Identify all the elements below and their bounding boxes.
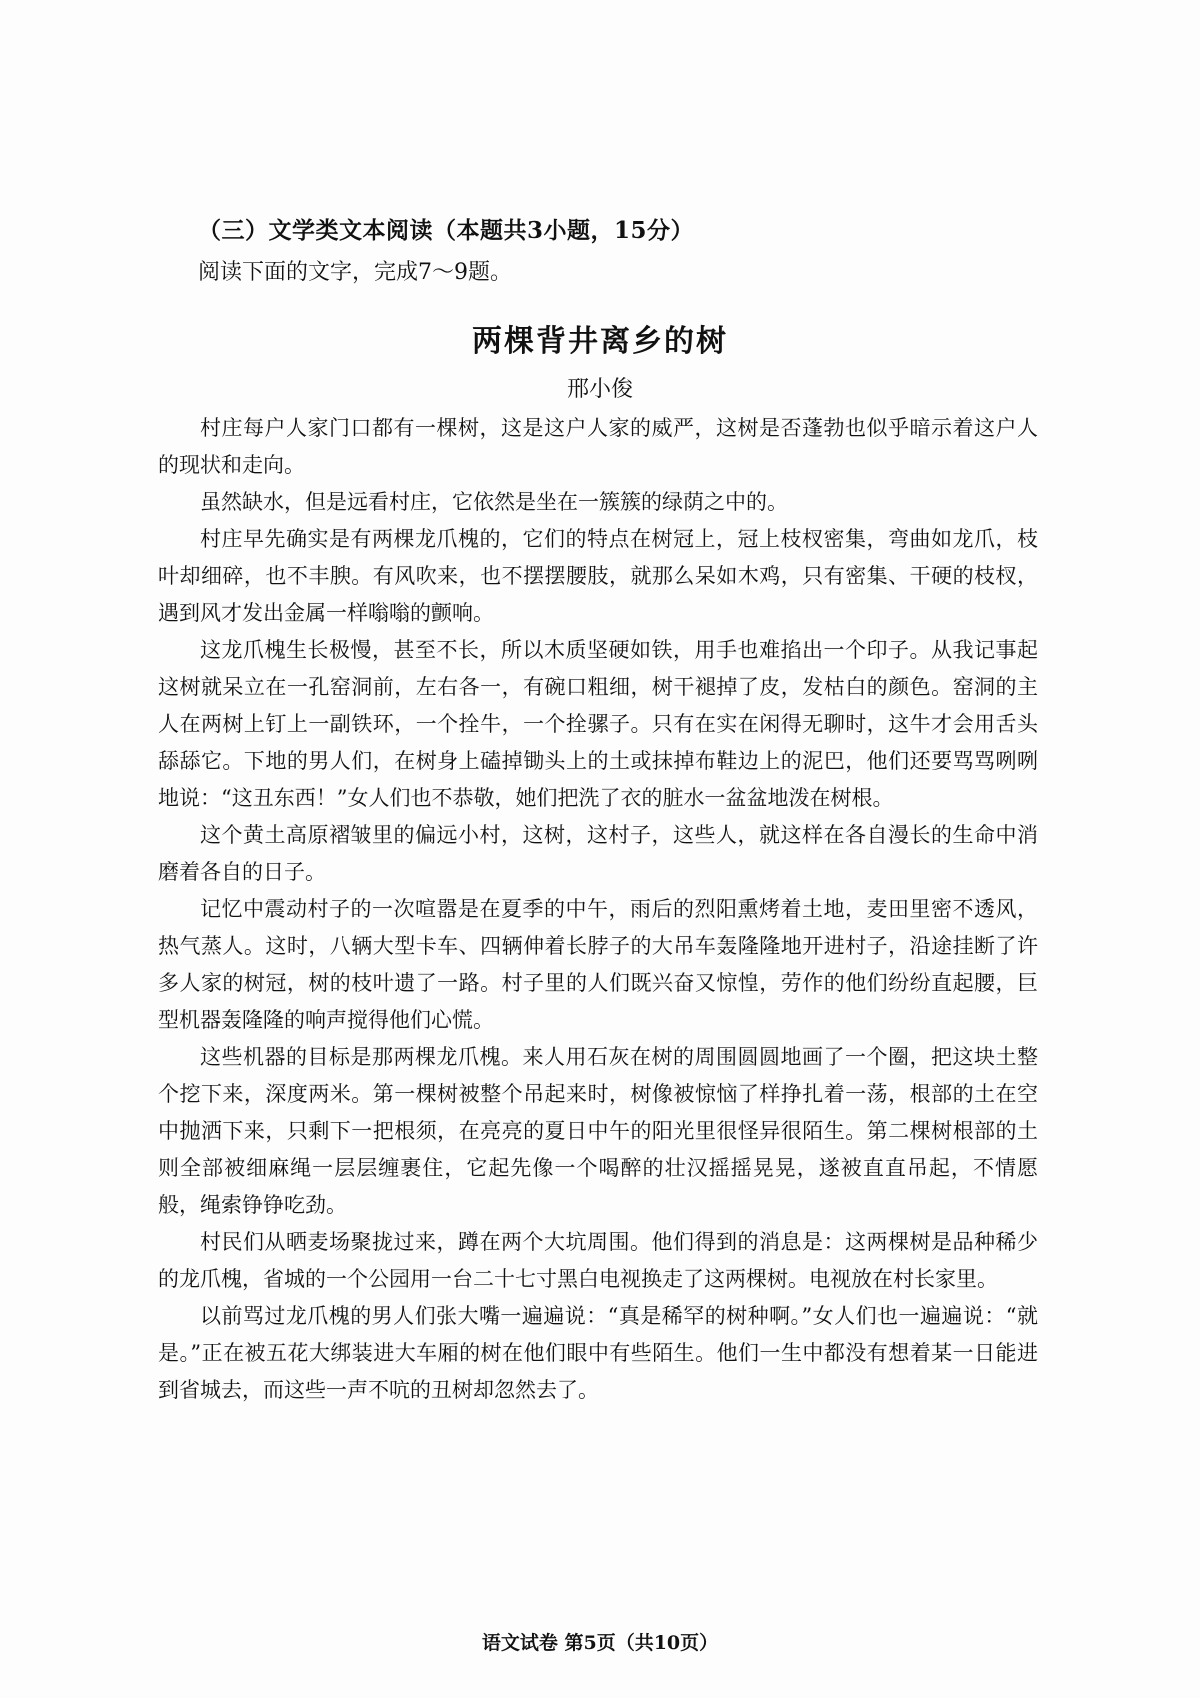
reading-instruction: 阅读下面的文字，完成7～9题。	[198, 260, 512, 285]
paragraph: 虽然缺水，但是远看村庄，它依然是坐在一簇簇的绿荫之中的。	[200, 490, 788, 514]
paragraph: 这龙爪槐生长极慢，甚至不长，所以木质坚硬如铁，用手也难掐出一个印子。从我记事起这树就呆立在一孔窑洞前，左右各一，有碗口粗细，树干褪掉了皮，发枯白的颜色。窑洞的主人在两树上钉上一副铁环，一个拴牛，一个拴骡子。只有在实在闲得无聊时，这牛才会用舌头舔舔它。下地的男人们，在树身上磕掉锄头上的土或抹掉布鞋边上的泥巴，他们还要骂骂咧咧地说：“这丑东西！”女人们也不恭敬，她们把洗了衣的脏水一盆盆地泼在树根。	[158, 638, 1038, 810]
paragraph: 这些机器的目标是那两棵龙爪槐。来人用石灰在树的周围圆圆地画了一个圈，把这块土整个挖下来，深度两米。第一棵树被整个吊起来时，树像被惊恼了样挣扎着一荡，根部的土在空中抛洒下来，只剩下一把根须，在亮亮的夏日中午的阳光里很怪异很陌生。第二棵树根部的土则全部被细麻绳一层层缠裹住，它起先像一个喝醉的壮汉摇摇晃晃，遂被直直吊起，不情愿般，绳索铮铮吃劲。	[158, 1045, 1038, 1217]
page-footer: 语文试卷 第5页（共10页）	[481, 1632, 719, 1654]
paragraph: 村庄每户人家门口都有一棵树，这是这户人家的威严，这树是否蓬勃也似乎暗示着这户人的现状和走向。	[158, 416, 1038, 477]
article-author: 邢小俊	[566, 377, 633, 402]
section-heading: （三）文学类文本阅读（本题共3小题，15分）	[198, 217, 695, 244]
paragraph: 村庄早先确实是有两棵龙爪槐的，它们的特点在树冠上，冠上枝杈密集，弯曲如龙爪，枝叶却细碎，也不丰腴。有风吹来，也不摆摆腰肢，就那么呆如木鸡，只有密集、干硬的枝杈，遇到风才发出金属一样嗡嗡的颤响。	[158, 527, 1038, 625]
paragraph: 村民们从晒麦场聚拢过来，蹲在两个大坑周围。他们得到的消息是：这两棵树是品种稀少的龙爪槐，省城的一个公园用一台二十七寸黑白电视换走了这两棵树。电视放在村长家里。	[158, 1230, 1038, 1291]
article-body	[158, 410, 1038, 1409]
paragraph: 以前骂过龙爪槐的男人们张大嘴一遍遍说：“真是稀罕的树种啊。”女人们也一遍遍说：“就是。”正在被五花大绑装进大车厢的树在他们眼中有些陌生。他们一生中都没有想着某一日能进到省城去，而这些一声不吭的丑树却忽然去了。	[158, 1304, 1038, 1402]
article-title: 两棵背井离乡的树	[472, 324, 728, 359]
paragraph: 这个黄土高原褶皱里的偏远小村，这树，这村子，这些人，就这样在各自漫长的生命中消磨着各自的日子。	[158, 823, 1038, 884]
paragraph: 记忆中震动村子的一次喧嚣是在夏季的中午，雨后的烈阳熏烤着土地，麦田里密不透风，热气蒸人。这时，八辆大型卡车、四辆伸着长脖子的大吊车轰隆隆地开进村子，沿途挂断了许多人家的树冠，树的枝叶遗了一路。村子里的人们既兴奋又惊惶，劳作的他们纷纷直起腰，巨型机器轰隆隆的响声搅得他们心慌。	[158, 897, 1038, 1032]
